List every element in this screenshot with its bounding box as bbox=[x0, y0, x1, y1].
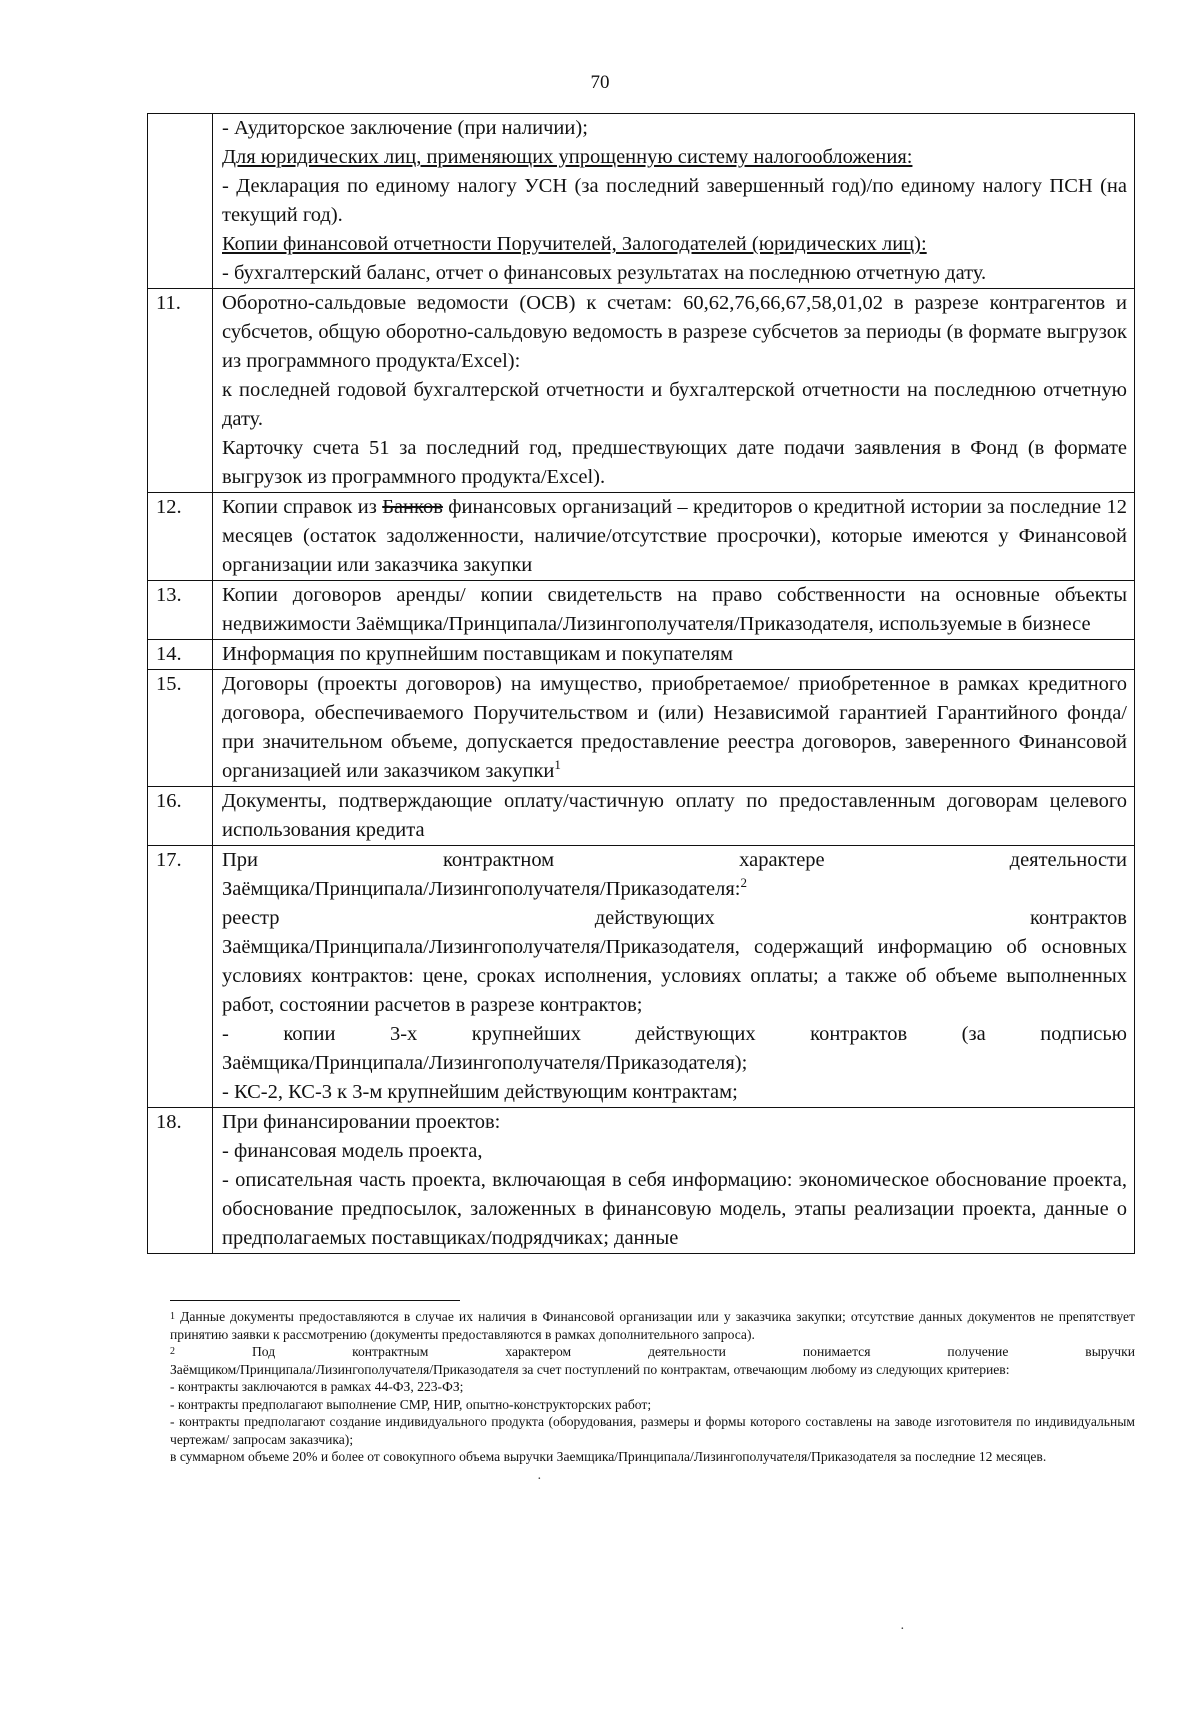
footnote-text: Под контрактным характером деятельности понимается получение выручки bbox=[251, 1344, 1135, 1359]
row-content: Документы, подтверждающие оплату/частичную оплату по предоставленным договорам целевого использования кредита bbox=[213, 787, 1135, 846]
row-text-start: Копии справок из bbox=[222, 496, 383, 518]
list-item: реестр действующих контрактов bbox=[222, 907, 1127, 929]
row-number: 13. bbox=[148, 581, 213, 640]
list-item: - копии 3-х крупнейших действующих контрактов (за подписью bbox=[222, 1023, 1127, 1045]
list-item: - КС-2, КС-3 к 3-м крупнейшим действующим контрактам; bbox=[222, 1081, 738, 1103]
list-item bbox=[222, 875, 1127, 904]
list-item: При финансировании проектов: bbox=[222, 1111, 501, 1133]
table-row bbox=[148, 670, 1135, 787]
table-row bbox=[148, 1108, 1135, 1254]
footnote-2-first-line bbox=[170, 1343, 1135, 1361]
table-row bbox=[148, 493, 1135, 581]
row-content bbox=[213, 670, 1135, 787]
row-content: Копии договоров аренды/ копии свидетельств на право собственности на основные объекты недвижимости Заёмщика/Принципала/Лизингополучателя/Приказодателя, используемые в бизнесе bbox=[213, 581, 1135, 640]
list-item: - Декларация по единому налогу УСН (за последний завершенный год)/по единому налогу ПСН (на текущий год). bbox=[222, 175, 1127, 226]
documents-table bbox=[147, 113, 1135, 1254]
row-number: 18. bbox=[148, 1108, 213, 1254]
section-heading: Для юридических лиц, применяющих упрощенную систему налогообложения: bbox=[222, 146, 913, 168]
row-number: 15. bbox=[148, 670, 213, 787]
row-number bbox=[148, 114, 213, 289]
list-item: Заёмщика/Принципала/Лизингополучателя/Приказодателя); bbox=[222, 1052, 748, 1074]
page-number: 70 bbox=[590, 72, 610, 93]
table-row bbox=[148, 114, 1135, 289]
footnote-2-rest: Заёмщиком/Принципала/Лизингополучателя/Приказодателя за счет поступлений по контрактам, отвечающим любому из следующих критериев: bbox=[170, 1361, 1010, 1377]
row-content bbox=[213, 1108, 1135, 1254]
criteria-item: - контракты предполагают выполнение СМР, НИР, опытно-конструкторских работ; bbox=[170, 1396, 652, 1412]
row-number: 12. bbox=[148, 493, 213, 581]
list-item: Заёмщика/Принципала/Лизингополучателя/Приказодателя, содержащий информацию об основных условиях контрактов: цене, сроках исполнения, условиях оплаты; а также об объеме выполненных работ, состоянии расчетов в разрезе контрактов; bbox=[222, 936, 1127, 1016]
footnote-1 bbox=[170, 1308, 1135, 1343]
section-heading: Копии финансовой отчетности Поручителей, Залогодателей (юридических лиц): bbox=[222, 233, 927, 255]
footnote-closing: в суммарном объеме 20% и более от совокупного объема выручки Заемщика/Принципала/Лизингополучателя/Приказодателя за последние 12 месяцев. bbox=[170, 1449, 1047, 1464]
row-text-end: финансовых организаций – кредиторов о кредитной истории за последние 12 месяцев (остаток задолженности, наличие/отсутствие просрочки), которые имеются у Финансовой организации или заказчика закупки bbox=[222, 496, 1127, 576]
footnote-marker: 1 bbox=[554, 757, 561, 773]
list-item: - финансовая модель проекта, bbox=[222, 1140, 483, 1162]
list-item: - бухгалтерский баланс, отчет о финансовых результатах на последнюю отчетную дату. bbox=[222, 262, 987, 284]
footnote-marker: 1 bbox=[170, 1311, 175, 1322]
row-text: Заёмщика/Принципала/Лизингополучателя/Приказодателя: bbox=[222, 878, 741, 900]
row-content bbox=[213, 289, 1135, 493]
list-item: - описательная часть проекта, включающая в себя информацию: экономическое обоснование проекта, обоснование предпосылок, заложенных в финансовую модель, этапы реализации проекта, данные о предполагаемых поставщиках/подрядчиках; данные bbox=[222, 1169, 1127, 1249]
row-content bbox=[213, 493, 1135, 581]
list-item: При контрактном характере деятельности bbox=[222, 849, 1127, 871]
row-content: Информация по крупнейшим поставщикам и покупателям bbox=[213, 640, 1135, 670]
scan-speck: · bbox=[900, 1622, 905, 1637]
struck-word: Банков bbox=[382, 496, 443, 518]
list-item: к последней годовой бухгалтерской отчетности и бухгалтерской отчетности на последнюю отчетную дату. bbox=[222, 379, 1127, 430]
row-text: Договоры (проекты договоров) на имущество, приобретаемое/ приобретенное в рамках кредитного договора, обеспечиваемого Поручительством и (или) Независимой гарантией Гарантийного фонда/ при значительном объеме, допускается предоставление реестра договоров, заверенного Финансовой организацией или заказчиком закупки bbox=[222, 673, 1127, 782]
footnotes bbox=[170, 1308, 1135, 1466]
list-item: - Аудиторское заключение (при наличии); bbox=[222, 117, 588, 139]
row-number: 16. bbox=[148, 787, 213, 846]
table-row bbox=[148, 846, 1135, 1108]
criteria-item: - контракты предполагают создание индивидуального продукта (оборудования, размеры и формы которого составлены на заводе изготовителя по индивидуальным чертежам/ запросам заказчика); bbox=[170, 1414, 1135, 1447]
footnote-text: Данные документы предоставляются в случае их наличия в Финансовой организации или у заказчика закупки; отсутствие данных документов не препятствует принятию заявки к рассмотрению (документы предоставляются в рамках дополнительного запроса). bbox=[170, 1309, 1135, 1342]
list-item: Карточку счета 51 за последний год, предшествующих дате подачи заявления в Фонд (в формате выгрузок из программного продукта/Excel). bbox=[222, 437, 1127, 488]
scan-speck: · bbox=[537, 1472, 542, 1487]
row-number: 14. bbox=[148, 640, 213, 670]
table-row bbox=[148, 289, 1135, 493]
footnote-marker: 2 bbox=[740, 875, 747, 891]
table-row bbox=[148, 581, 1135, 640]
row-number: 11. bbox=[148, 289, 213, 493]
row-number: 17. bbox=[148, 846, 213, 1108]
footnote-divider bbox=[170, 1300, 460, 1301]
table-row bbox=[148, 787, 1135, 846]
criteria-item: - контракты заключаются в рамках 44-ФЗ, 223-ФЗ; bbox=[170, 1379, 464, 1394]
table-row bbox=[148, 640, 1135, 670]
footnote-marker: 2 bbox=[170, 1346, 175, 1357]
row-content bbox=[213, 114, 1135, 289]
list-item: Оборотно-сальдовые ведомости (ОСВ) к счетам: 60,62,76,66,67,58,01,02 в разрезе контрагентов и субсчетов, общую оборотно-сальдовую ведомость в разрезе субсчетов за периоды (в формате выгрузок из программного продукта/Excel): bbox=[222, 292, 1127, 372]
row-content bbox=[213, 846, 1135, 1108]
